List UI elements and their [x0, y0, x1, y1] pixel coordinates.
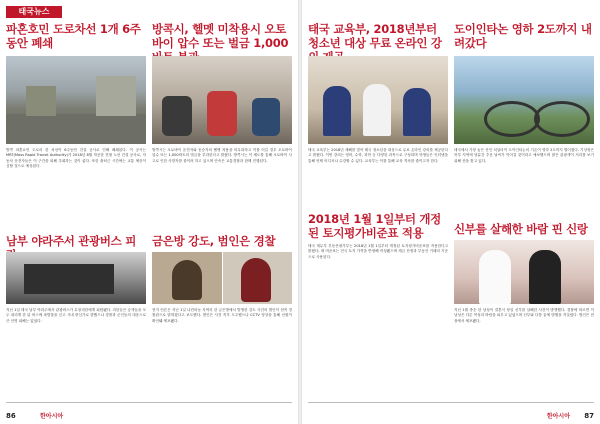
page-number: 86	[6, 412, 16, 420]
article-1-body: 방콕 파혼요민 도로의 한 차선이 6주동안 건설 공사로 인해 폐쇄된다. 이 공사는 MRT(Mass Rapid Transit Authority)가 2018년 8월 착공한 전철 노선 건설 공사로, 자동차 운전자들은 이 구간을 피해 우회하는 것이 좋다. 또한 출퇴근 시간에는 교통 체증이 심할 것으로 예상된다.	[6, 148, 146, 169]
article-7-headline: 2018년 1월 1일부터 개정된 토지평가비준표 적용	[308, 212, 441, 240]
article-3-photo	[6, 252, 146, 304]
article-2-headline: 방콕시, 헬멧 미착용시 오토바이 압수 또는 벌금 1,000	[152, 22, 289, 50]
footer-rule	[6, 402, 292, 403]
article-6	[454, 22, 594, 50]
article-4-photo-right	[223, 252, 292, 304]
page-number: 87	[584, 412, 594, 420]
article-3-headline: 남부 야라주서 관광버스 피	[6, 234, 137, 248]
article-8-body: 지난 1월 중순 한 남성이 결혼식 당일 신부를 살해한 사건이 발생했다. 경찰에 따르면 이 남성은 다른 여성과 바람을 피우고 있었으며 신부와 다툼 끝에 범행을 저질렀다. 범인은 현장에서 체포됐다.	[454, 308, 594, 323]
section-tag: 태국뉴스	[6, 6, 62, 18]
article-7-body: 태국 재무부 부동산평가부는 2018년 1월 1일부터 개정된 토지평가비준표를 적용한다고 밝혔다. 새 비준표는 전국 토지 가격을 반영해 작성됐으며 세금 산정과 부동산 거래의 기준으로 사용된다.	[308, 244, 448, 259]
article-8	[454, 222, 594, 236]
article-5-body: 태국 교육부는 2018년 새해를 맞아 태국 청소년을 대상으로 무료 온라인 강의를 제공한다고 밝혔다. 이번 강의는 영어, 수학, 과학 등 다양한 과목으로 구성되며 학생들은 인터넷을 통해 언제 어디서나 수강할 수 있다. 교육부는 이를 통해 교육 격차를 줄이고자 한다.	[308, 148, 448, 163]
article-4-headline: 금은방 강도, 범인은 경찰	[152, 234, 276, 248]
article-3-body: 지난 1일 태국 남부 야라주에서 관광버스가 무장괴한에게 피랍됐다. 괴한들은 승객들을 모두 내리게 한 뒤 버스에 폭발물을 싣고 시내 중심가로 향했으나 경찰과 군인들의 대응으로 큰 인명 피해는 없었다.	[6, 308, 146, 323]
article-2-photo	[152, 56, 292, 144]
article-2-body: 방콕시는 오토바이 운전자와 동승자의 헬멧 착용을 의무화하고 이를 어길 경우 오토바이 압수 또는 1,000바트의 벌금을 부과한다고 밝혔다. 방콕시는 이 제도를 통해 오토바이 사고로 인한 사망자를 줄이려 하고 있으며 단속은 교통경찰과 함께 진행된다.	[152, 148, 292, 163]
article-8-headline: 신부를 살해한 바람 핀 신랑	[454, 222, 588, 236]
article-6-photo	[454, 56, 594, 144]
article-7	[308, 212, 448, 240]
article-1	[6, 22, 146, 50]
article-5-photo	[308, 56, 448, 144]
publication-logo: 한아시아	[40, 413, 64, 420]
article-6-headline: 도이인타논 영하 2도까지 내려갔다	[454, 22, 592, 50]
article-1-photo	[6, 56, 146, 144]
left-page	[0, 0, 298, 424]
article-1-headline: 파혼호민 도로차선 1개 6주동안 폐쇄	[6, 22, 141, 50]
article-4-photo-left	[152, 252, 222, 304]
article-8-photo	[454, 240, 594, 304]
article-4-body: 현지 언론은 지난 1일 나컨파놈 지역의 한 금은방에서 발생한 강도 사건의 범인이 현직 경찰관으로 밝혀졌다고 보도했다. 범인은 사건 직후 도주했으나 CCTV 영상을 통해 신원이 확인돼 체포됐다.	[152, 308, 292, 323]
footer-rule	[308, 402, 594, 403]
publication-logo: 한아시아	[546, 413, 570, 420]
article-6-body: 태국에서 가장 높은 산인 치앙마이 도이인타논의 기온이 영하 2도까지 떨어졌다. 기상청은 북부 지역에 당분간 추운 날씨가 이어질 것이라고 예보했으며 많은 관광객이 서리를 보기 위해 산을 찾고 있다.	[454, 148, 594, 163]
article-5-headline: 태국 교육부, 2018년부터 청소년 대상 무료 온라인 강	[308, 22, 442, 50]
article-4	[152, 234, 292, 248]
right-page	[302, 0, 600, 424]
